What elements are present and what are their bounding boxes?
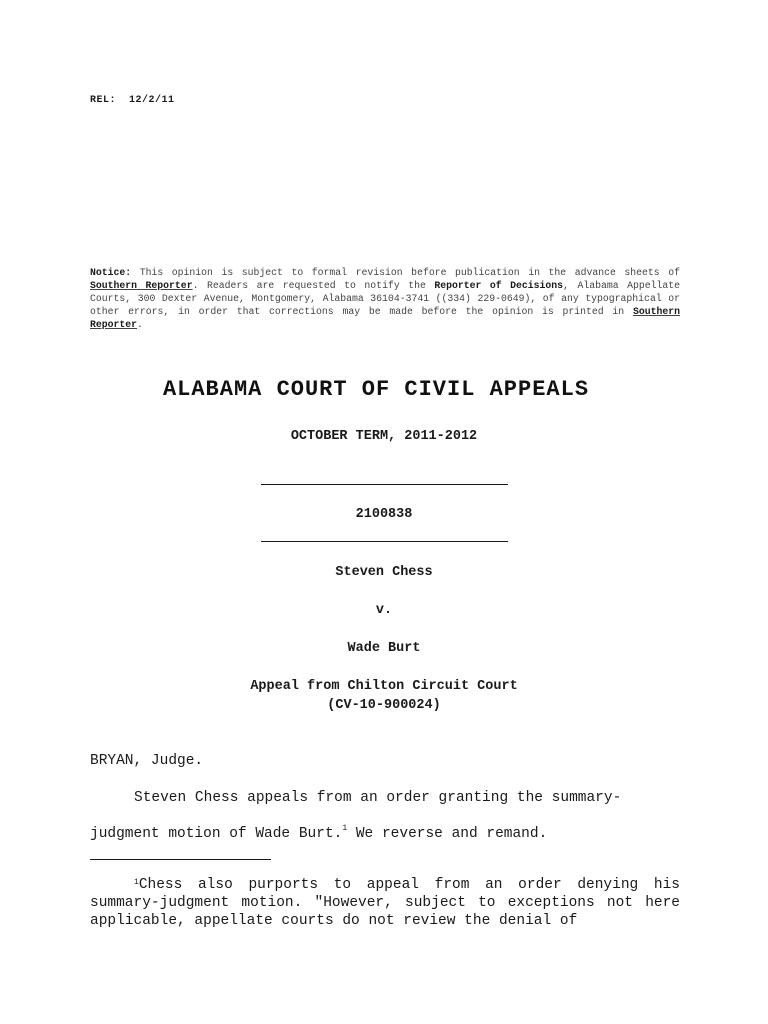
release-date bbox=[90, 95, 175, 106]
footnote-divider bbox=[90, 859, 271, 860]
rel-date: 12/2/11 bbox=[129, 95, 175, 106]
lower-court-case-number: (CV-10-900024) bbox=[327, 698, 441, 713]
court-term: OCTOBER TERM, 2011-2012 bbox=[290, 429, 478, 444]
court-title: ALABAMA COURT OF CIVIL APPEALS bbox=[162, 377, 590, 402]
appeal-origin: Appeal from Chilton Circuit Court bbox=[250, 679, 518, 694]
opinion-line-1: Steven Chess appeals from an order granting the summary- bbox=[134, 790, 622, 806]
publication-notice bbox=[90, 266, 680, 331]
reporter-of-decisions: Reporter of Decisions bbox=[434, 280, 564, 291]
case-number: 2100838 bbox=[355, 507, 413, 522]
judge-name: BRYAN, Judge. bbox=[90, 753, 204, 769]
southern-reporter-ref-2: Southern Reporter bbox=[90, 306, 680, 330]
divider-bottom bbox=[261, 541, 508, 542]
notice-text-2: . Readers are requested to notify the bbox=[192, 280, 435, 291]
notice-text-1: This opinion is subject to formal revision before publication in the advance sheets of bbox=[131, 267, 680, 278]
opinion-line-2 bbox=[90, 826, 547, 842]
notice-label: Notice: bbox=[90, 267, 132, 278]
southern-reporter-ref-1: Southern Reporter bbox=[90, 280, 193, 291]
footnote-marker: 1 bbox=[134, 878, 139, 887]
appellee-name: Wade Burt bbox=[347, 641, 421, 656]
versus: v. bbox=[375, 603, 393, 618]
appellant-name: Steven Chess bbox=[335, 565, 433, 580]
footnote-text: Chess also purports to appeal from an order denying his summary-judgment motion. "However, subject to exceptions not here applicable, appellate courts do not review the denial of bbox=[90, 877, 680, 929]
notice-text-3: , Alabama Appellate Courts, 300 Dexter Avenue, Montgomery, Alabama 36104-3741 ((334) 229-0649), of any typographical or other errors, in order that corrections may be made before the opinion is printed in bbox=[90, 280, 681, 317]
footnote-reference[interactable]: 1 bbox=[342, 824, 348, 833]
footnote bbox=[90, 876, 680, 930]
opinion-line-2-text: judgment motion of Wade Burt. bbox=[90, 826, 343, 842]
rel-label: REL: bbox=[90, 95, 117, 106]
divider-top bbox=[261, 484, 508, 485]
opinion-line-2-tail: We reverse and remand. bbox=[347, 826, 548, 842]
notice-text-4: . bbox=[137, 319, 143, 330]
